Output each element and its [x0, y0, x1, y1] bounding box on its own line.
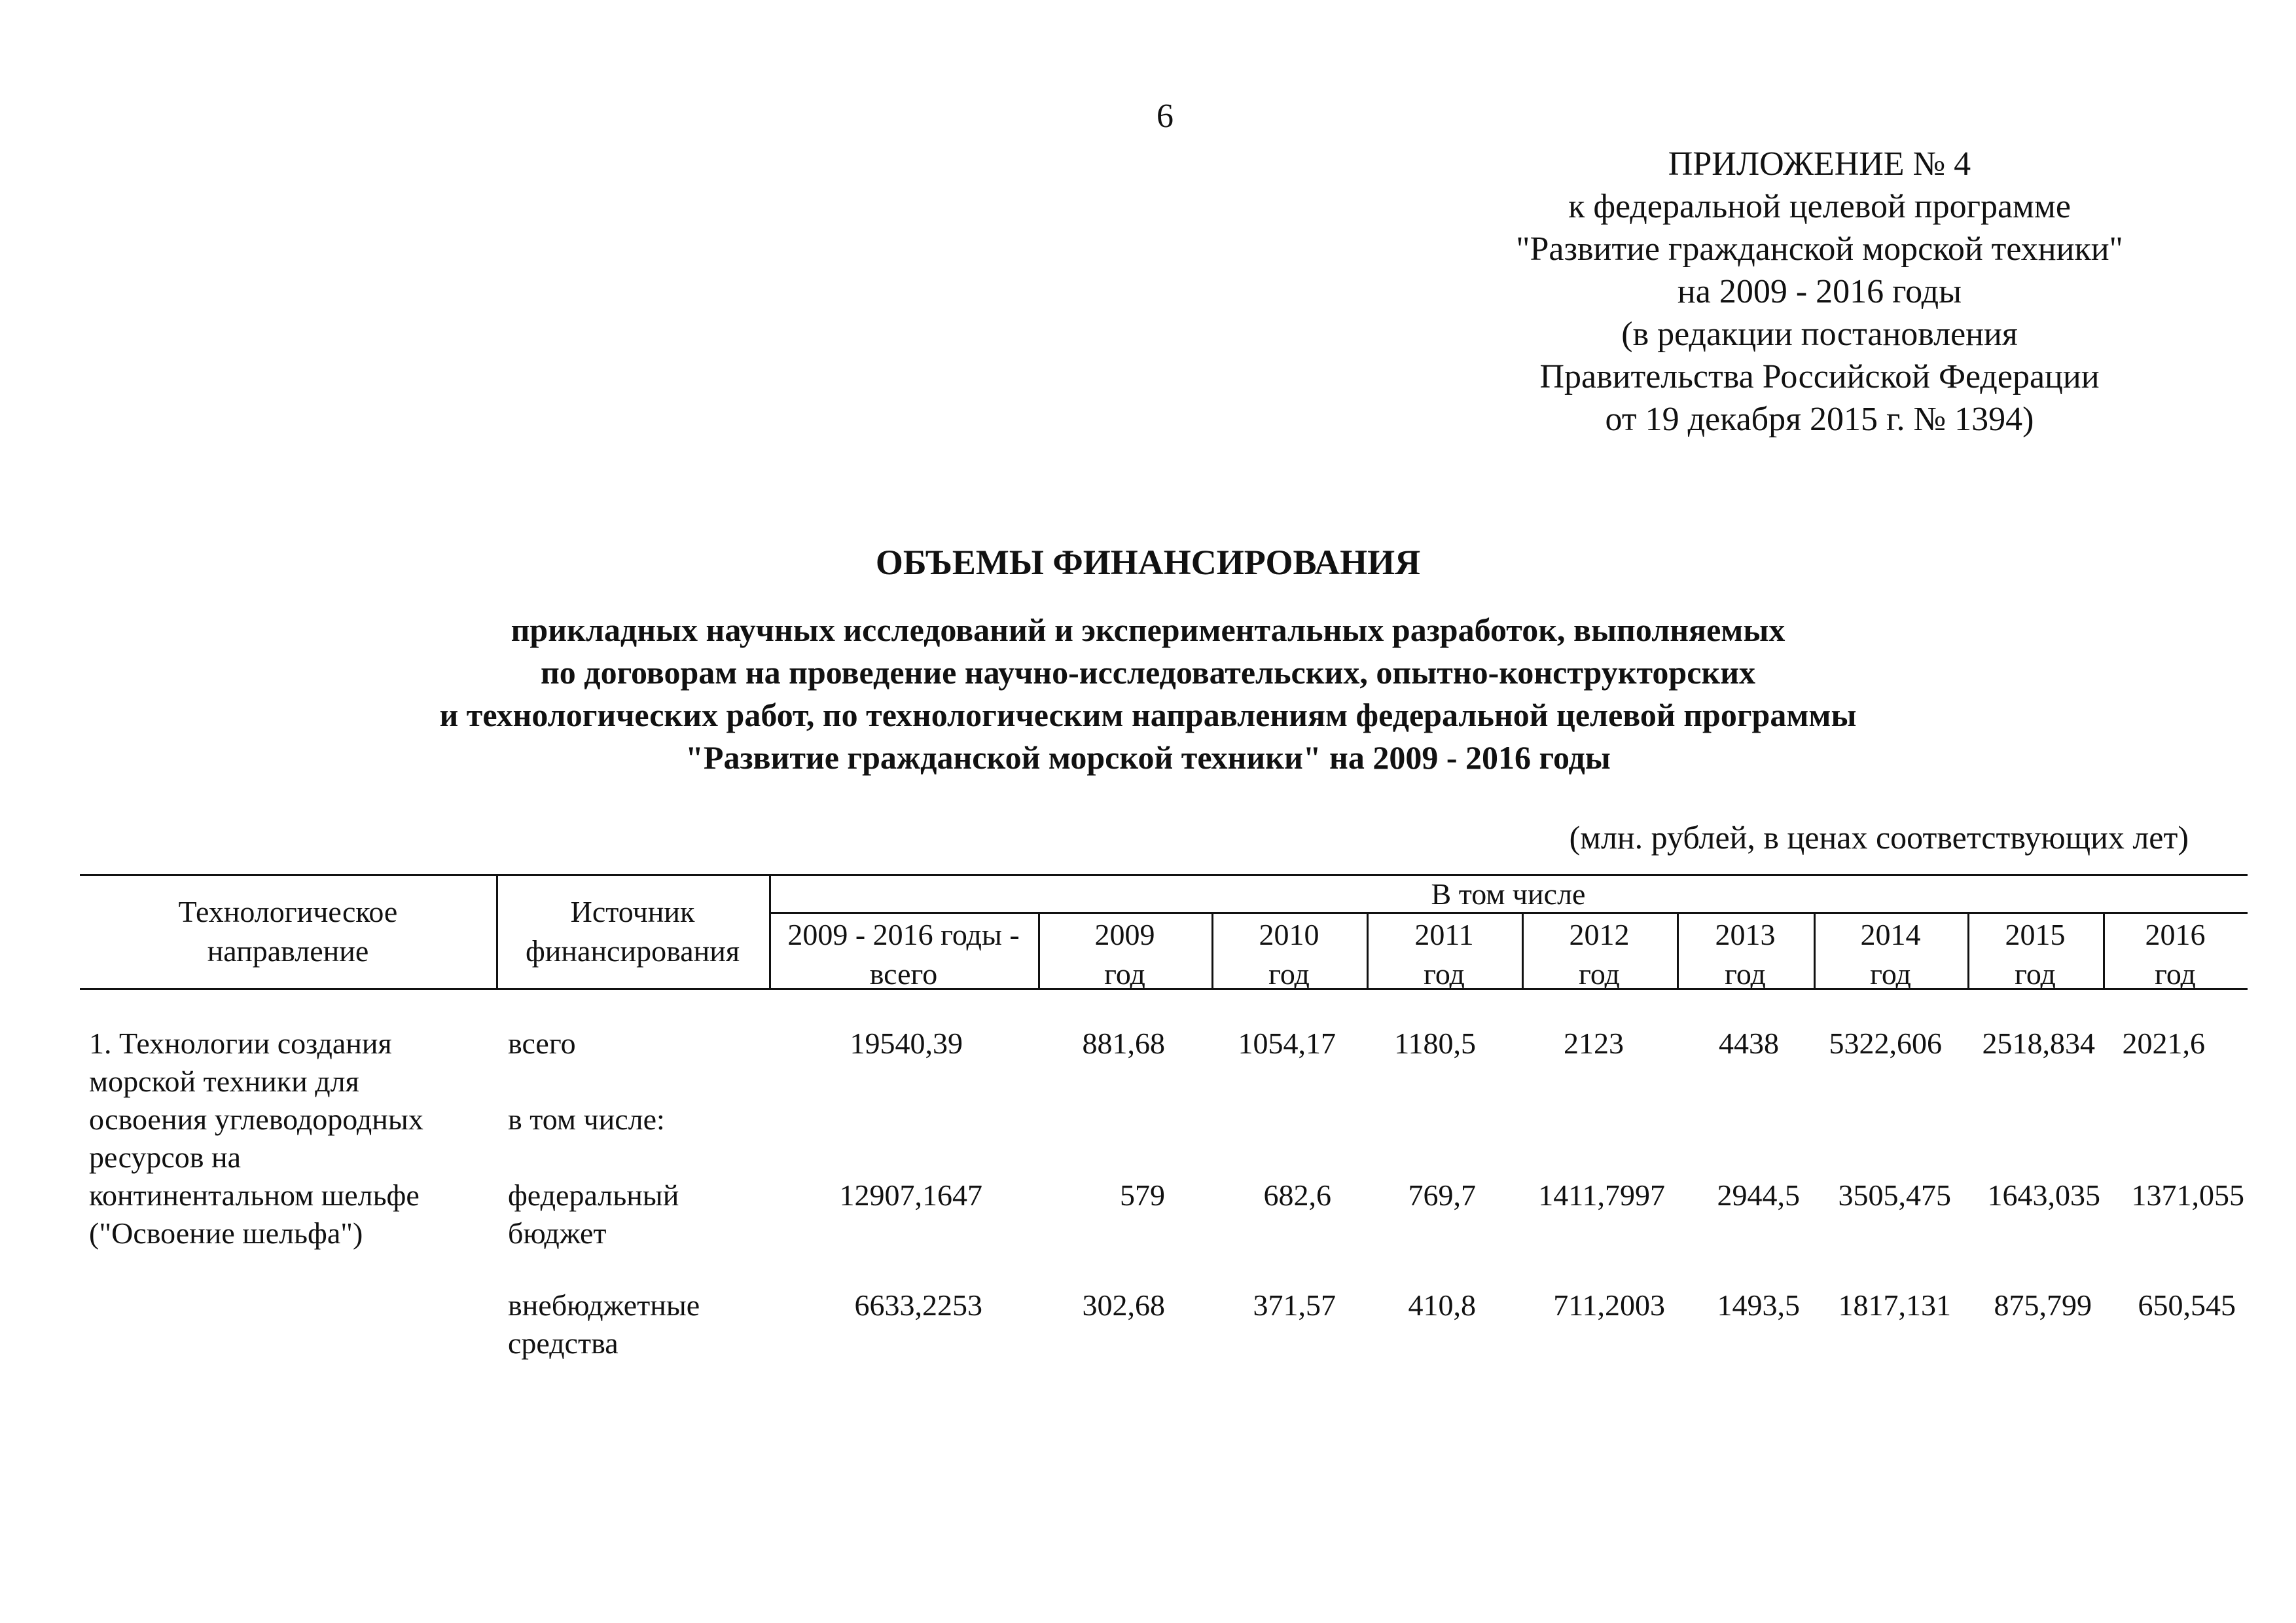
- header-direction-line: Технологическое: [178, 895, 398, 928]
- appendix-line: ПРИЛОЖЕНИЕ № 4: [1668, 145, 1971, 183]
- header-source-line: Источник: [570, 895, 695, 928]
- header-year-2010: [1211, 915, 1367, 994]
- header-year-total: [769, 915, 1038, 994]
- source-federal-budget: [508, 1176, 679, 1252]
- source-line: внебюджетные: [508, 1288, 700, 1322]
- direction-line: 1. Технологии создания: [89, 1027, 392, 1060]
- value-cell: 2123: [1564, 1027, 1624, 1060]
- header-source: [496, 892, 769, 971]
- header-year-line: 2010: [1259, 918, 1319, 951]
- appendix-line: к федеральной целевой программе: [1568, 188, 2071, 225]
- source-line: бюджет: [508, 1216, 607, 1250]
- value-cell: 12907,1647: [839, 1178, 982, 1212]
- appendix-block: [1492, 143, 2147, 441]
- value-cell: 6633,2253: [854, 1288, 982, 1322]
- header-year-2012: [1522, 915, 1677, 994]
- header-year-line: 2009 - 2016 годы -: [787, 918, 1020, 951]
- value-cell: 1054,17: [1238, 1027, 1336, 1060]
- header-year-line: год: [1579, 957, 1620, 991]
- appendix-line: от 19 декабря 2015 г. № 1394): [1605, 401, 2034, 438]
- document-title: ОБЪЕМЫ ФИНАНСИРОВАНИЯ: [875, 543, 1421, 582]
- header-year-2009: [1038, 915, 1211, 994]
- value-cell: 1817,131: [1838, 1288, 1951, 1322]
- header-year-line: всего: [869, 957, 938, 991]
- header-year-line: 2009: [1094, 918, 1155, 951]
- direction-line: морской техники для: [89, 1065, 359, 1098]
- header-direction-line: направление: [207, 934, 369, 968]
- value-cell: 302,68: [1082, 1288, 1165, 1322]
- source-extra-budget: [508, 1286, 700, 1362]
- value-cell: 4438: [1719, 1027, 1779, 1060]
- value-cell: 410,8: [1408, 1288, 1476, 1322]
- header-year-2011: [1367, 915, 1522, 994]
- header-year-line: 2012: [1569, 918, 1630, 951]
- source-line: федеральный: [508, 1178, 679, 1212]
- header-year-line: 2014: [1860, 918, 1921, 951]
- value-cell: 1643,035: [1987, 1178, 2100, 1212]
- value-cell: 2021,6: [2122, 1027, 2205, 1060]
- header-year-line: 2015: [2005, 918, 2066, 951]
- value-cell: 19540,39: [850, 1027, 963, 1060]
- header-year-line: год: [2015, 957, 2056, 991]
- header-direction: [80, 892, 496, 971]
- header-year-2013: [1677, 915, 1814, 994]
- header-year-line: 2016: [2145, 918, 2206, 951]
- value-cell: 1371,055: [2131, 1178, 2244, 1212]
- subtitle-line: "Развитие гражданской морской техники" на 2009 - 2016 годы: [685, 739, 1611, 776]
- document-subtitle: [0, 609, 2296, 779]
- value-cell: 1180,5: [1394, 1027, 1476, 1060]
- header-year-line: год: [1424, 957, 1465, 991]
- value-cell: 1411,7997: [1538, 1178, 1665, 1212]
- header-including: В том числе: [1431, 877, 1586, 911]
- value-cell: 769,7: [1408, 1178, 1476, 1212]
- value-cell: 650,545: [2138, 1288, 2236, 1322]
- value-cell: 371,57: [1253, 1288, 1336, 1322]
- header-year-2015: [1967, 915, 2103, 994]
- source-line: средства: [508, 1326, 619, 1360]
- header-year-2014: [1814, 915, 1967, 994]
- appendix-line: на 2009 - 2016 годы: [1677, 273, 1962, 310]
- source-including: в том числе:: [508, 1103, 665, 1136]
- header-year-line: год: [1870, 957, 1911, 991]
- header-year-line: год: [1268, 957, 1310, 991]
- value-cell: 579: [1120, 1178, 1165, 1212]
- page-number: 6: [1157, 98, 1174, 135]
- header-year-line: год: [2155, 957, 2196, 991]
- value-cell: 711,2003: [1553, 1288, 1665, 1322]
- subtitle-line: и технологических работ, по технологическим направлениям федеральной целевой программы: [439, 697, 1857, 733]
- direction-line: освоения углеводородных: [89, 1103, 423, 1136]
- value-cell: 881,68: [1082, 1027, 1165, 1060]
- value-cell: 875,799: [1994, 1288, 2092, 1322]
- value-cell: 2518,834: [1982, 1027, 2095, 1060]
- header-year-2016: [2103, 915, 2248, 994]
- header-source-line: финансирования: [525, 934, 740, 968]
- value-cell: 3505,475: [1838, 1178, 1951, 1212]
- units-note: (млн. рублей, в ценах соответствующих лет): [1569, 819, 2189, 856]
- header-year-line: 2011: [1414, 918, 1474, 951]
- appendix-line: (в редакции постановления: [1621, 316, 2018, 353]
- value-cell: 2944,5: [1717, 1178, 1800, 1212]
- direction-1-cell: [89, 1025, 423, 1252]
- subtitle-line: по договорам на проведение научно-исследовательских, опытно-конструкторских: [540, 654, 1756, 691]
- header-year-line: год: [1104, 957, 1145, 991]
- header-year-line: год: [1725, 957, 1766, 991]
- value-cell: 682,6: [1263, 1178, 1331, 1212]
- source-total: всего: [508, 1027, 576, 1060]
- direction-line: ("Освоение шельфа"): [89, 1216, 363, 1250]
- appendix-line: "Развитие гражданской морской техники": [1516, 230, 2123, 268]
- direction-line: континентальном шельфе: [89, 1178, 420, 1212]
- value-cell: 1493,5: [1717, 1288, 1800, 1322]
- appendix-line: Правительства Российской Федерации: [1539, 358, 2100, 395]
- subtitle-line: прикладных научных исследований и экспериментальных разработок, выполняемых: [511, 611, 1785, 648]
- direction-line: ресурсов на: [89, 1140, 242, 1174]
- value-cell: 5322,606: [1829, 1027, 1942, 1060]
- header-year-line: 2013: [1715, 918, 1776, 951]
